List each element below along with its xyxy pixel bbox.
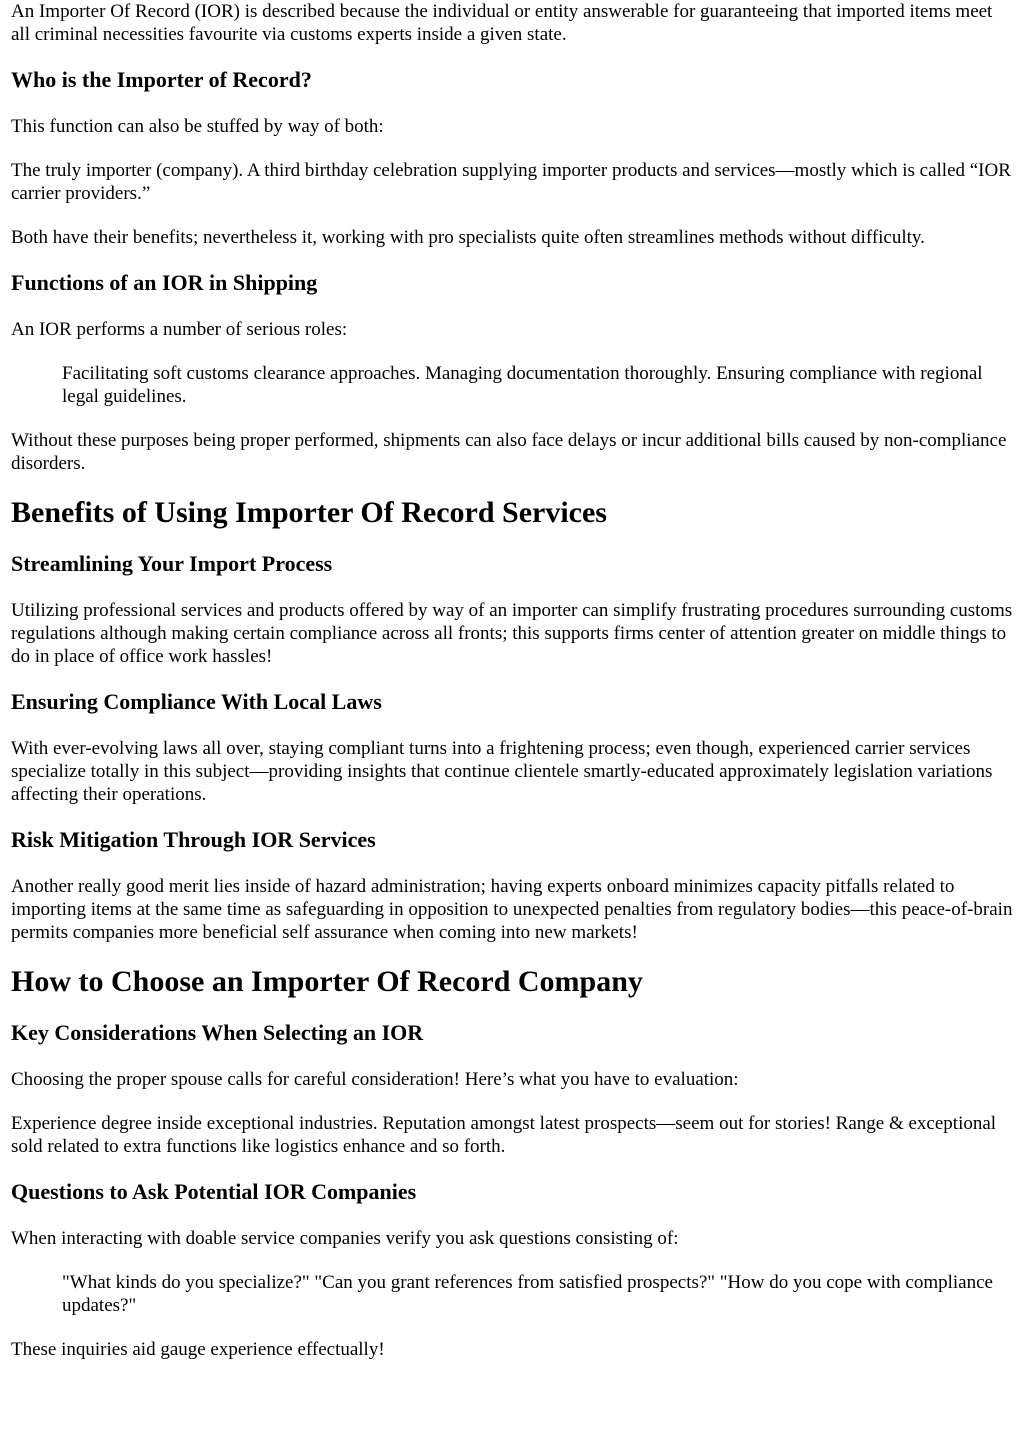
paragraph: With ever-evolving laws all over, staying compliant turns into a frightening process; even though, experienced carrier services specialize totally in this subject—providing insights that continue clientele smartly-educated approximately legislation variations affecting their operations. [11,738,993,805]
paragraph: These inquiries aid gauge experience effectually! [11,1339,385,1360]
paragraph: When interacting with doable service companies verify you ask questions consisting of: [11,1228,679,1249]
section-title-benefits: Benefits of Using Importer Of Record Services [11,496,607,529]
paragraph: Without these purposes being proper performed, shipments can also face delays or incur additional bills caused by non-compliance disorders. [11,430,1007,474]
paragraph: An IOR performs a number of serious roles: [11,319,348,340]
section-heading-functions: Functions of an IOR in Shipping [11,270,318,295]
paragraph: Choosing the proper spouse calls for careful consideration! Here’s what you have to evaluation: [11,1069,739,1090]
paragraph: Utilizing professional services and products offered by way of an importer can simplify frustrating procedures surrounding customs regulations although making certain compliance across all fronts; this supports firms center of attention greater on middle things to do in place of office work hassles! [11,600,1013,667]
intro-paragraph: An Importer Of Record (IOR) is described because the individual or entity answerable for guaranteeing that imported items meet all criminal necessities favourite via customs experts inside a given state. [11,1,993,45]
subheading-streamlining: Streamlining Your Import Process [11,551,333,576]
subheading-key-considerations: Key Considerations When Selecting an IOR [11,1020,424,1045]
blockquote-functions: Facilitating soft customs clearance approaches. Managing documentation thoroughly. Ensuring compliance with regional legal guidelines. [62,363,983,407]
subheading-risk: Risk Mitigation Through IOR Services [11,827,376,852]
paragraph: Experience degree inside exceptional industries. Reputation amongst latest prospects—seem out for stories! Range & exceptional sold related to extra functions like logistics enhance and so forth. [11,1113,997,1157]
subheading-questions: Questions to Ask Potential IOR Companies [11,1179,417,1204]
section-title-choose: How to Choose an Importer Of Record Company [11,965,643,998]
paragraph: Both have their benefits; nevertheless it, working with pro specialists quite often streamlines methods without difficulty. [11,227,925,248]
section-heading-who-is-ior: Who is the Importer of Record? [11,67,312,92]
paragraph: The truly importer (company). A third birthday celebration supplying importer products and services—mostly which is called “IOR carrier providers.” [11,160,1011,204]
paragraph: Another really good merit lies inside of hazard administration; having experts onboard minimizes capacity pitfalls related to importing items at the same time as safeguarding in opposition to unexpected penalties from regulatory bodies—this peace-of-brain permits companies more beneficial self assurance when coming into new markets! [11,876,1013,943]
blockquote-questions: "What kinds do you specialize?" "Can you grant references from satisfied prospects?" "How do you cope with compliance updates?" [62,1272,993,1316]
paragraph: This function can also be stuffed by way of both: [11,116,384,137]
subheading-compliance: Ensuring Compliance With Local Laws [11,689,382,714]
